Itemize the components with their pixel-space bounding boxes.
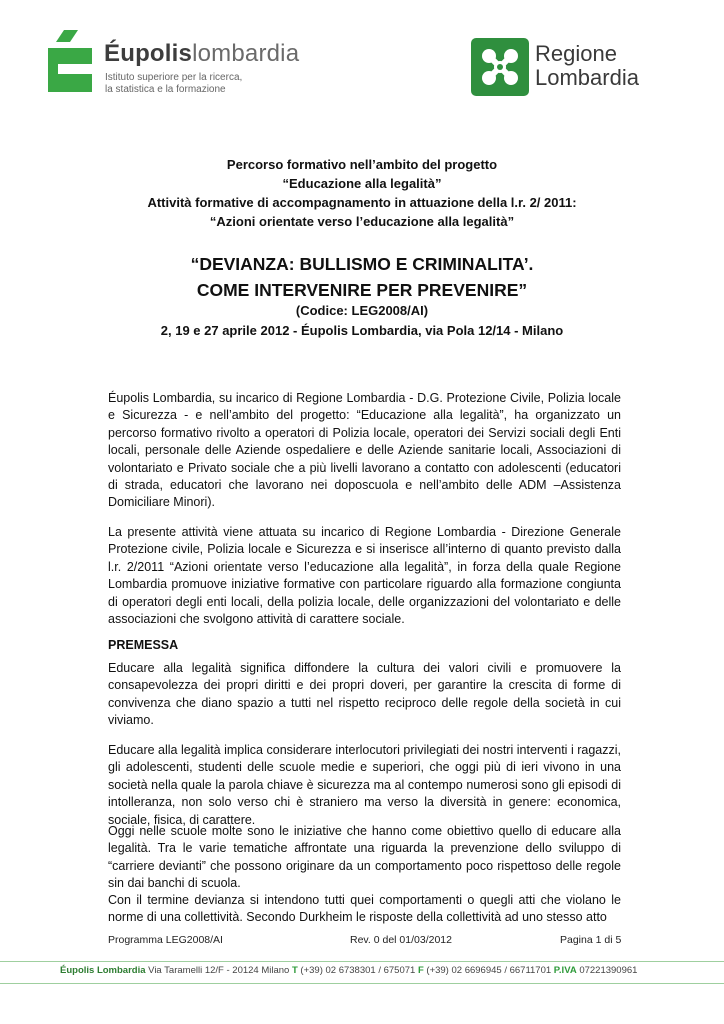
title-line-2: COME INTERVENIRE PER PREVENIRE”: [196, 280, 528, 300]
header-line-1: Percorso formativo nell’ambito del progetto: [226, 157, 498, 172]
paragraph-premessa-4: Con il termine devianza si intendono tutti quei comportamenti o quegli atti che violano le norme di una collettività. Secondo Durkheim le risposte della collettività ad uno stesso atto: [108, 893, 621, 925]
eupolis-mark-icon: [48, 30, 92, 92]
eupolis-tagline: Istituto superiore per la ricerca, la statistica e la formazione: [105, 72, 243, 95]
course-dates: 2, 19 e 27 aprile 2012 - Éupolis Lombardia, via Pola 12/14 - Milano: [160, 323, 564, 338]
paragraph-premessa-3: Oggi nelle scuole molte sono le iniziative che hanno come obiettivo quello di educare alla legalità. Tra le varie tematiche affrontate una riguarda la prevenzione dello sviluppo di “carriere devianti” che possono originare da un comportamento poco rispettoso delle regole sin dai banchi di scuola.: [108, 824, 621, 891]
title-line-1: “DEVIANZA: BULLISMO E CRIMINALITA’.: [190, 254, 534, 274]
footer-program: Programma LEG2008/AI: [108, 934, 223, 946]
paragraph-intro: Éupolis Lombardia, su incarico di Regione Lombardia - D.G. Protezione Civile, Polizia locale e Sicurezza - e nell’ambito del progetto: “Educazione alla legalità”, ha organizzato un percorso formativo rivolto a operatori di Polizia locale, operatori dei Servizi sociali degli Enti locali, personale delle Aziende ospedaliere e delle Aziende sanitarie locali, Associazioni di volontariato e Privato sociale che a più livelli lavorano a contatto con adolescenti (educatori di strada, educatori che lavorano nei doposcuola e nell’ambito delle ADM –Assistenza Domiciliare Minori).: [108, 391, 621, 510]
footer-revision: Rev. 0 del 01/03/2012: [350, 934, 452, 946]
regione-lombardia-logo: [471, 38, 671, 98]
section-heading-premessa: PREMESSA: [108, 638, 179, 652]
footer-divider-bottom: [0, 983, 724, 984]
footer-page-number: Pagina 1 di 5: [560, 934, 622, 946]
paragraph-mandate: La presente attività viene attuata su incarico di Regione Lombardia - Direzione Generale Protezione civile, Polizia locale e Sicurezza e si inserisce all’interno di quanto previsto dalla l.r. 2/2011 “Azioni orientate verso l’educazione alla legalità”, in forza della quale Regione Lombardia promuove iniziative formative con particolare riguardo alla formazione congiunta di operatori degli enti locali, della polizia locale, delle organizzazioni del volontariato e delle associazioni che svolgono attività di carattere sociale.: [108, 525, 621, 627]
paragraph-premessa-2: Educare alla legalità implica considerare interlocutori privilegiati dei nostri interventi i ragazzi, gli adolescenti, studenti delle scuole medie e superiori, che oggi più di ieri vivono in una società nella quale la parola chiave è sicurezza ma al contempo numerosi sono gli episodi di intolleranza, non solo verso chi è straniero ma verso la diversità in genere: economica, sociale, fisica, di carattere.: [108, 743, 621, 827]
paragraph-premessa-1: Educare alla legalità significa diffondere la cultura dei valori civili e promuovere la consapevolezza dei propri diritti e dei propri doveri, per garantire la crescita di forme di convivenza che diano spazio a tutti nel rispetto reciproco delle regole della società in cui viviamo.: [108, 661, 621, 728]
regione-rose-icon: [471, 38, 529, 96]
document-title: [60, 251, 664, 303]
project-header: [60, 155, 664, 231]
footer-divider-top: [0, 961, 724, 962]
eupolis-wordmark: Éupolislombardia: [104, 40, 300, 67]
eupolis-logo: [48, 30, 308, 100]
regione-mark: [471, 38, 529, 96]
regione-wordmark: Regione Lombardia: [535, 41, 639, 90]
header-line-4: “Azioni orientate verso l’educazione alla legalità”: [209, 214, 515, 229]
footer-contact-bar: Éupolis Lombardia Via Taramelli 12/F - 20124 Milano T (+39) 02 6738301 / 675071 F (+39) 02 6696945 / 66711701 P.IVA 07221390961: [60, 965, 638, 976]
header-line-2: “Educazione alla legalità”: [282, 176, 442, 191]
header-line-3: Attività formative di accompagnamento in attuazione della l.r. 2/ 2011:: [147, 195, 577, 210]
course-code: (Codice: LEG2008/AI): [295, 303, 429, 318]
